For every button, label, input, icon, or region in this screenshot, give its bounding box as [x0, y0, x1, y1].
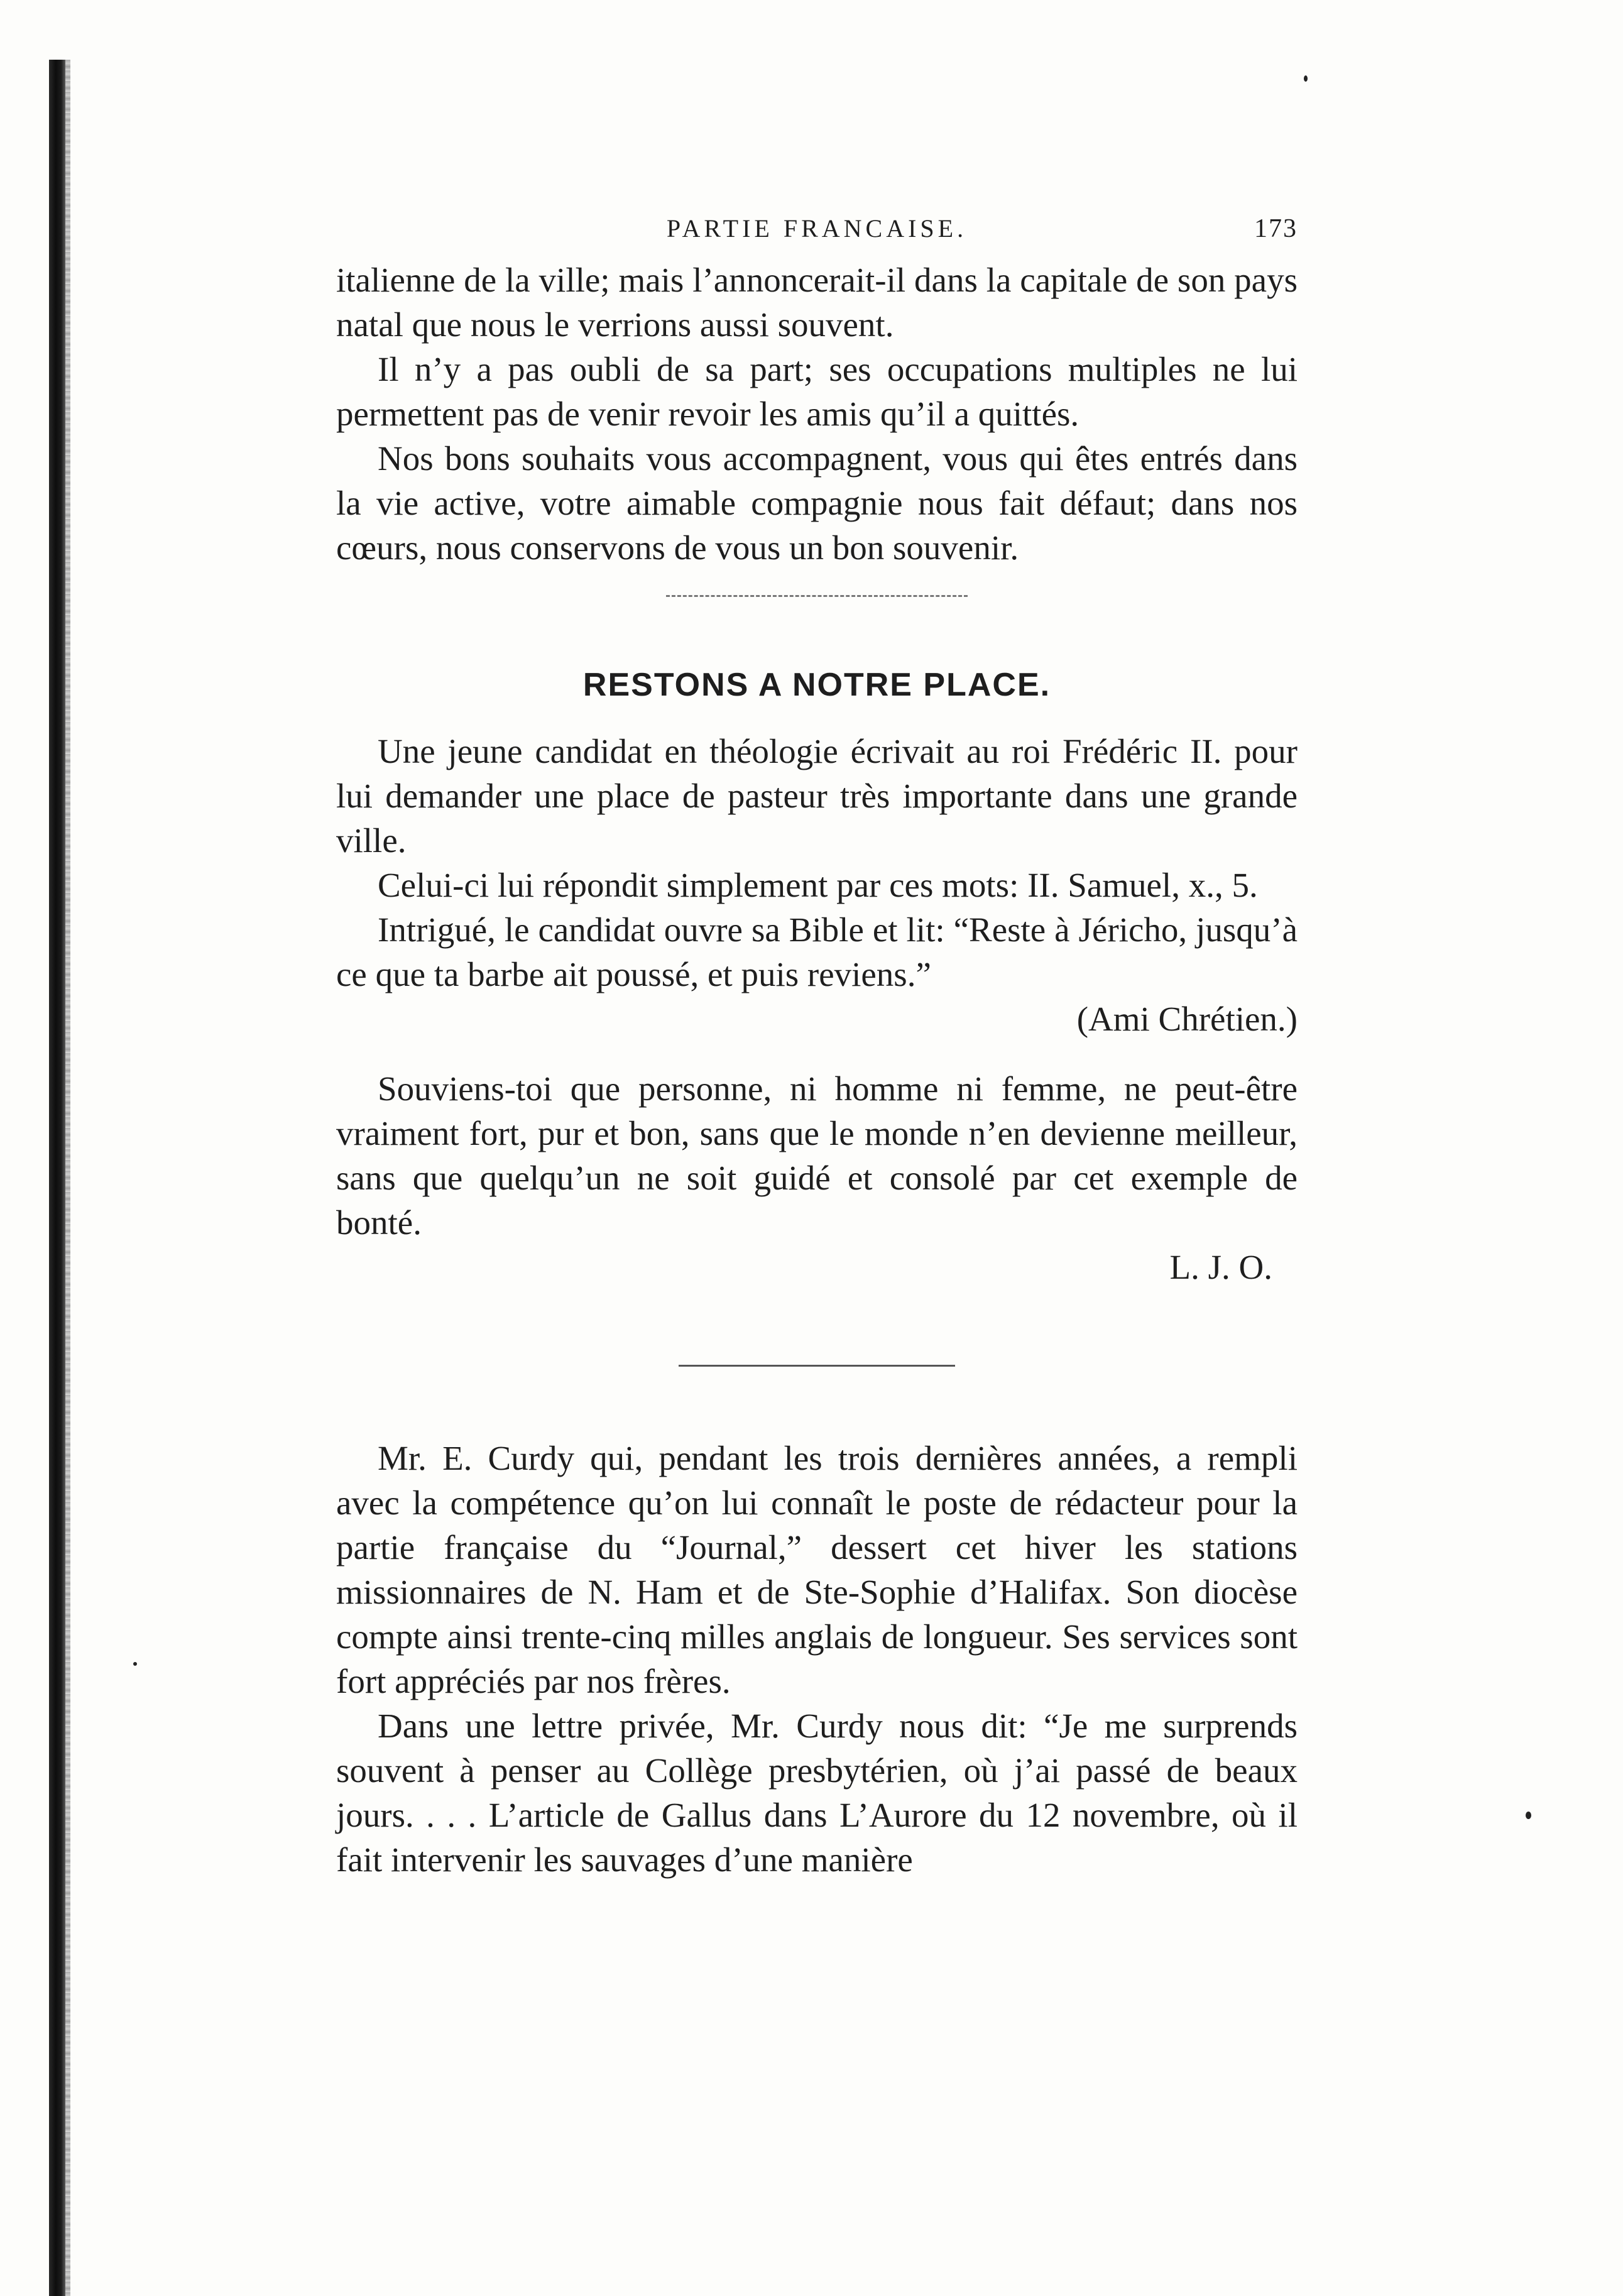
article-paragraph-1: Une jeune candidat en théologie écrivait au roi Frédéric II. pour lui demander une place de pasteur très importante dans une grande ville.	[336, 732, 1298, 860]
print-speck	[133, 1662, 137, 1666]
article-source: (Ami Chrétien.)	[1076, 1000, 1298, 1038]
article-paragraph-2: Celui-ci lui répondit simplement par ces mots: II. Samuel, x., 5.	[378, 866, 1258, 904]
article-paragraph-3: Intrigué, le candidat ouvre sa Bible et lit: “Reste à Jéricho, jusqu’à ce que ta barbe ait poussé, et puis reviens.”	[336, 910, 1298, 993]
maxim-paragraph: Souviens-toi que personne, ni homme ni femme, ne peut-être vraiment fort, pur et bon, sans que le monde n’en devienne meilleur, sans que quelqu’un ne soit guidé et consolé par cet exemple de bonté.	[336, 1069, 1298, 1242]
news-section	[336, 1436, 1298, 1882]
intro-section	[336, 258, 1298, 570]
article-heading: RESTONS A NOTRE PLACE.	[582, 667, 1051, 703]
signature: L. J. O.	[1169, 1248, 1272, 1286]
page-number: 173	[1254, 214, 1298, 243]
intro-paragraph-2: Il n’y a pas oubli de sa part; ses occupations multiples ne lui permettent pas de venir revoir les amis qu’il a quittés.	[336, 350, 1298, 433]
book-spine-edge	[65, 60, 70, 2296]
print-speck	[1526, 1812, 1531, 1819]
book-page	[336, 214, 1298, 1882]
news-paragraph-2: Dans une lettre privée, Mr. Curdy nous dit: “Je me surprends souvent à penser au Collège presbytérien, où j’ai passé de beaux jours. . . . L’article de Gallus dans L’Aurore du 12 novembre, où il fait intervenir les sauvages d’une manière	[336, 1707, 1298, 1879]
article-section	[336, 729, 1298, 1289]
news-paragraph-1: Mr. E. Curdy qui, pendant les trois dernières années, a rempli avec la compétence qu’on lui connaît le poste de rédacteur pour la partie française du “Journal,” dessert cet hiver les stations missionnaires de N. Ham et de Ste-Sophie d’Halifax. Son diocèse compte ainsi trente-cinq milles anglais de longueur. Ses services sont fort appréciés par nos frères.	[336, 1439, 1298, 1700]
running-head-title: PARTIE FRANCAISE.	[666, 214, 968, 243]
intro-paragraph-1: italienne de la ville; mais l’annoncerait-il dans la capitale de son pays natal que nous le verrions aussi souvent.	[336, 261, 1298, 344]
running-head	[336, 214, 1298, 258]
intro-paragraph-3: Nos bons souhaits vous accompagnent, vous qui êtes entrés dans la vie active, votre aimable compagnie nous fait défaut; dans nos cœurs, nous conservons de vous un bon souvenir.	[336, 439, 1298, 567]
print-speck	[1304, 75, 1308, 82]
book-spine-shadow	[49, 60, 65, 2296]
